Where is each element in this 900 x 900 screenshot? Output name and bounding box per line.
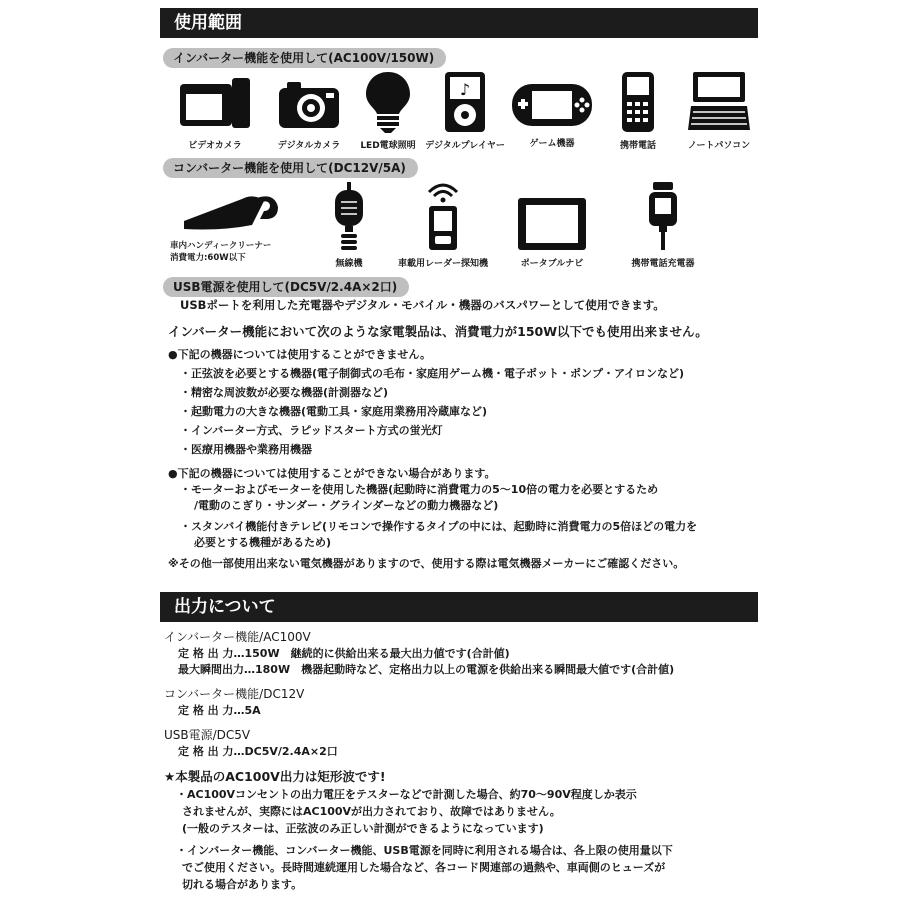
music-player-icon	[443, 70, 487, 134]
led-bulb-icon	[363, 70, 413, 134]
device-label: LED電球照明	[360, 141, 416, 151]
device-portable-navi	[506, 196, 598, 269]
digital-camera-icon	[277, 74, 341, 134]
device-cb-radio	[316, 180, 382, 269]
note-line: ・スタンバイ機能付きテレビ(リモコンで操作するタイプの中には、起動時に消費電力の5倍ほどの電力を	[180, 520, 698, 533]
note-line: ・インバーター方式、ラピッドスタート方式の蛍光灯	[180, 424, 443, 437]
phone-charger-icon	[643, 180, 683, 252]
device-radar-detector	[388, 180, 498, 269]
laptop-icon	[687, 70, 751, 134]
device-laptop	[676, 70, 762, 151]
device-label: ノートパソコン	[687, 141, 751, 151]
section-title-usage: 使用範囲	[160, 8, 758, 38]
note-line: ・医療用機器や業務用機器	[180, 443, 312, 456]
handy-cleaner-icon	[182, 185, 282, 235]
device-label: デジタルカメラ	[277, 141, 341, 151]
note-line: 必要とする機種があるため)	[194, 536, 332, 549]
radar-detector-icon	[423, 180, 463, 252]
note-heading: インバーター機能において次のような家電製品は、消費電力が150W以下でも使用出来ません。	[168, 324, 708, 339]
note-line: ・精密な周波数が必要な機器(計測器など)	[180, 386, 389, 399]
inverter-heading: インバーター機能を使用して(AC100V/150W)	[163, 48, 446, 68]
device-led-bulb	[346, 70, 430, 151]
note-line: /電動のこぎり・サンダー・グラインダーなどの動力機器など)	[194, 499, 499, 512]
svg-text:♪: ♪	[459, 80, 471, 99]
device-label: 車内ハンディークリーナー	[170, 241, 272, 251]
note-line: ・正弦波を必要とする機器(電子制御式の毛布・家庭用ゲーム機・電子ポット・ポンプ・アイロンなど)	[180, 367, 685, 380]
output-line: ★本製品のAC100V出力は矩形波です!	[164, 769, 386, 784]
game-console-icon	[510, 78, 594, 132]
note-line: ・モーターおよびモーターを使用した機器(起動時に消費電力の5～10倍の電力を必要とするため	[180, 483, 659, 496]
device-music-player	[420, 70, 510, 151]
output-line: (一般のテスターは、正弦波のみ正しい計測ができるようになっています)	[182, 822, 544, 835]
output-line: 定 格 出 力…DC5V/2.4A×2口	[178, 745, 338, 758]
output-line: ・インバーター機能、コンバーター機能、USB電源を同時に利用される場合は、各上限の使用量以下	[176, 844, 673, 857]
device-video-camera	[170, 74, 260, 151]
device-handy-cleaner	[170, 185, 310, 263]
device-label: 車載用レーダー探知機	[397, 259, 488, 269]
device-game-console	[508, 78, 596, 149]
section-title-output: 出力について	[160, 592, 758, 622]
device-label: ビデオカメラ	[188, 141, 242, 151]
device-label: 無線機	[335, 259, 363, 269]
usb-heading: USB電源を使用して(DC5V/2.4A×2口)	[163, 277, 409, 297]
cb-radio-mic-icon	[329, 180, 369, 252]
device-label: 携帯電話	[619, 141, 656, 151]
note-line: ・起動電力の大きな機器(電動工具・家庭用業務用冷蔵庫など)	[180, 405, 488, 418]
device-label: ゲーム機器	[529, 139, 575, 149]
mobile-phone-icon	[620, 70, 656, 134]
output-line: ・AC100Vコンセントの出力電圧をテスターなどで計測した場合、約70～90V程度しか表示	[176, 788, 637, 801]
output-line: 最大瞬間出力…180W 機器起動時など、定格出力以上の電源を供給出来る瞬間最大値です(合計値)	[178, 663, 675, 676]
output-line: インバーター機能/AC100V	[164, 630, 311, 644]
output-line: 定 格 出 力…5A	[178, 704, 261, 717]
device-label: ポータブルナビ	[520, 259, 584, 269]
device-phone-charger	[618, 180, 708, 269]
output-line: 定 格 出 力…150W 継続的に供給出来る最大出力値です(合計値)	[178, 647, 510, 660]
video-camera-icon	[178, 74, 252, 134]
output-line: 切れる場合があります。	[182, 878, 303, 891]
note-line: ●下記の機器については使用することができない場合があります。	[168, 467, 496, 480]
device-mobile-phone	[600, 70, 676, 151]
converter-heading: コンバーター機能を使用して(DC12V/5A)	[163, 158, 418, 178]
device-digital-camera	[265, 74, 353, 151]
device-label: 携帯電話充電器	[631, 259, 695, 269]
note-line: ●下記の機器については使用することができません。	[168, 348, 432, 361]
device-label-power: 消費電力:60W以下	[170, 253, 246, 263]
note-line: ※その他一部使用出来ない電気機器がありますので、使用する際は電気機器メーカーにご確認ください。	[168, 557, 685, 570]
usb-text: USBポートを利用した充電器やデジタル・モバイル・機器のバスパワーとして使用できます。	[180, 298, 665, 312]
output-line: USB電源/DC5V	[164, 728, 251, 742]
portable-navi-icon	[516, 196, 588, 252]
device-label: デジタルプレイヤー	[425, 141, 505, 151]
output-line: されませんが、実際にはAC100Vが出力されており、故障ではありません。	[182, 805, 561, 818]
output-line: でご使用ください。長時間連続運用した場合など、各コード関連部の過熱や、車両側のヒューズが	[182, 861, 666, 874]
output-line: コンバーター機能/DC12V	[164, 687, 305, 701]
